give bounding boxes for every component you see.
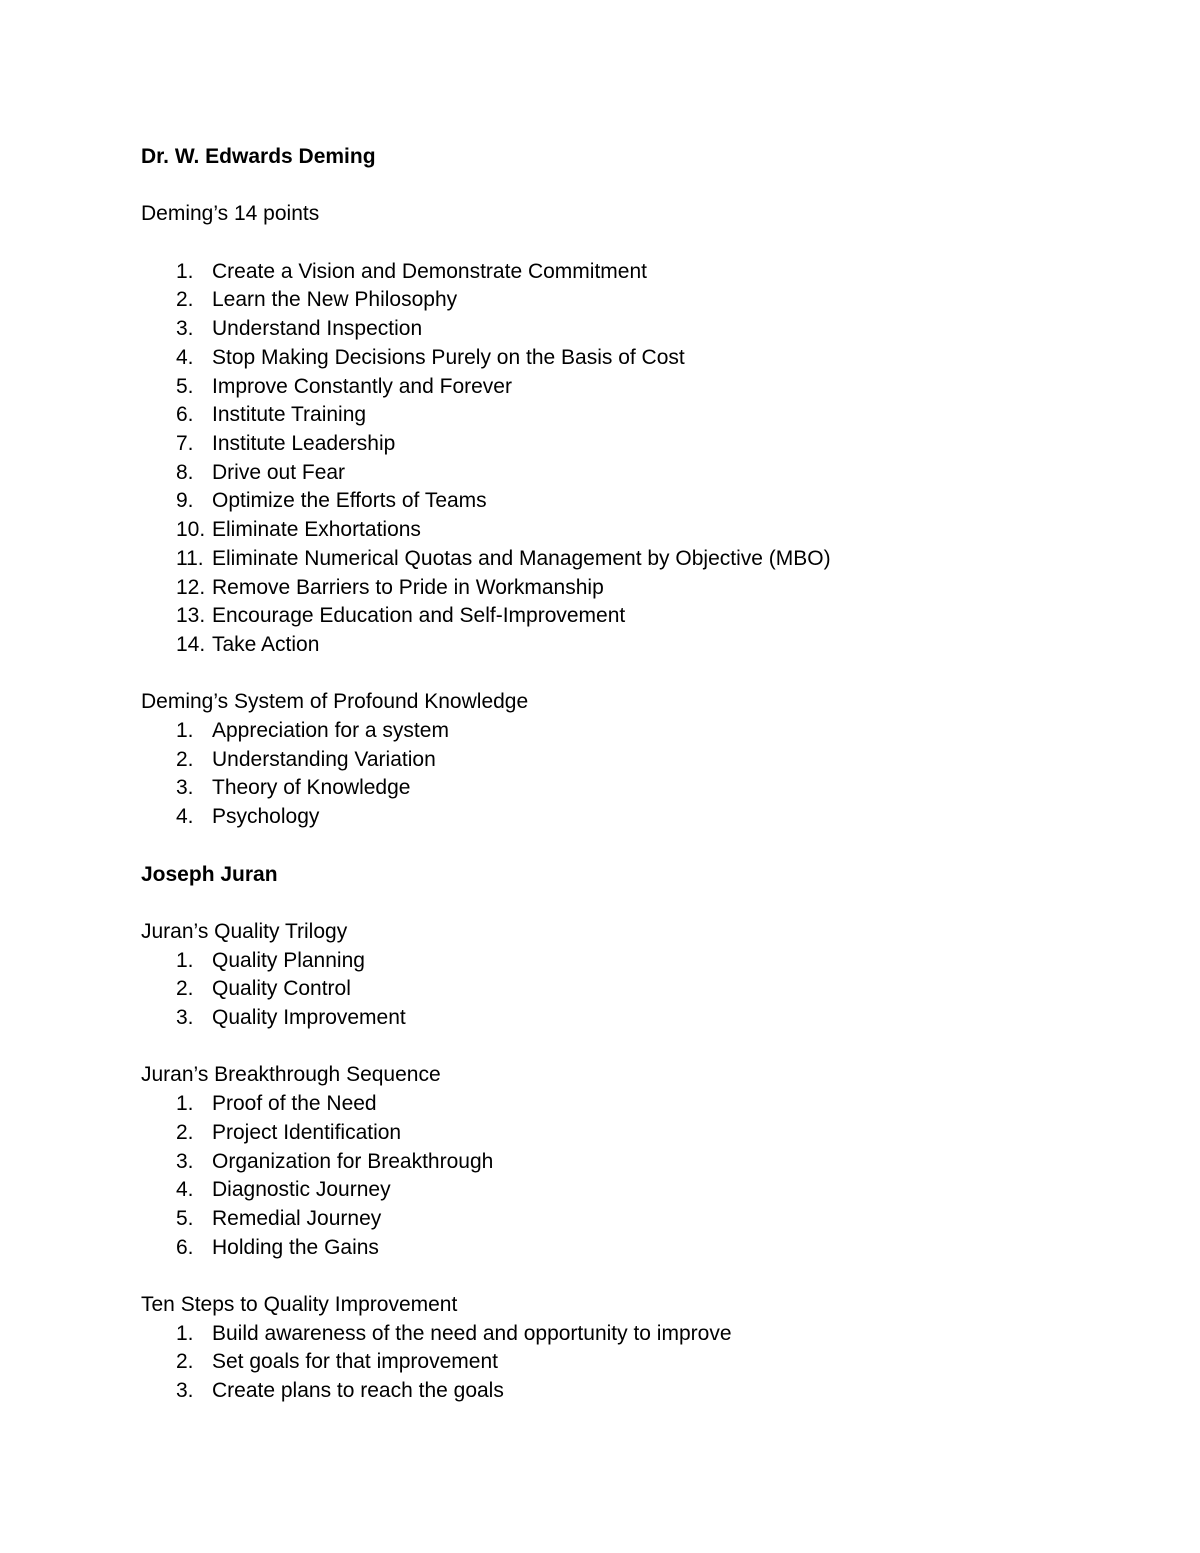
list-item-text: Create plans to reach the goals: [212, 1379, 504, 1403]
list-item: [141, 516, 1121, 545]
list-item-number: 6.: [176, 403, 194, 427]
list-item: [141, 286, 1121, 315]
list-item: [141, 1234, 1121, 1263]
list-item-text: Improve Constantly and Forever: [212, 374, 512, 398]
list-item-number: 1.: [176, 1321, 194, 1345]
spacer: [141, 832, 1121, 861]
list-item: [141, 258, 1121, 287]
list-item-text: Take Action: [212, 632, 320, 656]
list-item: [141, 774, 1121, 803]
ten-steps-list: [141, 1320, 1121, 1406]
list-item: [141, 1090, 1121, 1119]
list-item-number: 1.: [176, 948, 194, 972]
spacer: [141, 172, 1121, 201]
list-item-number: 2.: [176, 977, 194, 1001]
list-item-number: 5.: [176, 1206, 194, 1230]
document-page: [141, 143, 1121, 1406]
list-item: [141, 602, 1121, 631]
list-item: [141, 717, 1121, 746]
list-item: [141, 947, 1121, 976]
spacer: [141, 1033, 1121, 1062]
list-item-text: Stop Making Decisions Purely on the Basis of Cost: [212, 345, 685, 369]
list-item-text: Diagnostic Journey: [212, 1178, 391, 1202]
deming-spk-list: [141, 717, 1121, 832]
list-item: [141, 975, 1121, 1004]
list-item-text: Institute Training: [212, 403, 367, 427]
list-item-number: 2.: [176, 747, 194, 771]
list-item-text: Proof of the Need: [212, 1092, 377, 1116]
spacer: [141, 660, 1121, 689]
list-item-text: Understand Inspection: [212, 317, 423, 341]
list-item-text: Appreciation for a system: [212, 719, 449, 743]
list-item-number: 13.: [176, 604, 206, 628]
list-item-text: Remove Barriers to Pride in Workmanship: [212, 575, 604, 599]
list-item-number: 4.: [176, 805, 194, 829]
list-item-number: 3.: [176, 1006, 194, 1030]
list-item-number: 1.: [176, 719, 194, 743]
list-item-number: 6.: [176, 1235, 194, 1259]
list-item: [141, 803, 1121, 832]
list-item: [141, 631, 1121, 660]
list-item-text: Remedial Journey: [212, 1206, 382, 1230]
list-item-text: Optimize the Efforts of Teams: [212, 489, 487, 513]
list-item-text: Theory of Knowledge: [212, 776, 411, 800]
list-item: [141, 746, 1121, 775]
spacer: [141, 1262, 1121, 1291]
list-item-number: 4.: [176, 345, 194, 369]
list-item-number: 2.: [176, 1120, 194, 1144]
list-item-number: 11.: [176, 546, 204, 570]
list-item-number: 14.: [176, 632, 206, 656]
list-item-text: Create a Vision and Demonstrate Commitment: [212, 259, 647, 283]
list-item: [141, 1348, 1121, 1377]
list-item-text: Holding the Gains: [212, 1235, 379, 1259]
list-item-number: 3.: [176, 317, 194, 341]
list-item-text: Eliminate Exhortations: [212, 518, 421, 542]
juran-trilogy-title: Juran’s Quality Trilogy: [141, 919, 348, 943]
list-item-number: 9.: [176, 489, 194, 513]
list-item-text: Build awareness of the need and opportunity to improve: [212, 1321, 732, 1345]
deming-points-list: [141, 258, 1121, 660]
list-item: [141, 401, 1121, 430]
list-item-number: 10.: [176, 518, 206, 542]
spacer: [141, 889, 1121, 918]
deming-spk-title: Deming’s System of Profound Knowledge: [141, 690, 529, 714]
list-item-text: Organization for Breakthrough: [212, 1149, 494, 1173]
list-item-number: 1.: [176, 259, 194, 283]
list-item-text: Institute Leadership: [212, 432, 396, 455]
list-item-text: Learn the New Philosophy: [212, 288, 458, 312]
list-item-number: 3.: [176, 1379, 194, 1403]
list-item-number: 7.: [176, 432, 194, 455]
list-item: [141, 1004, 1121, 1033]
list-item: [141, 1377, 1121, 1406]
list-item-number: 2.: [176, 1350, 194, 1374]
list-item: [141, 487, 1121, 516]
list-item-text: Drive out Fear: [212, 460, 346, 484]
list-item: [141, 459, 1121, 488]
list-item-number: 5.: [176, 374, 194, 398]
list-item-number: 8.: [176, 460, 194, 484]
list-item-number: 1.: [176, 1092, 194, 1116]
deming-points-title: Deming’s 14 points: [141, 202, 320, 226]
ten-steps-title: Ten Steps to Quality Improvement: [141, 1293, 458, 1317]
list-item-text: Understanding Variation: [212, 747, 436, 771]
list-item-number: 4.: [176, 1178, 194, 1202]
juran-trilogy-list: [141, 947, 1121, 1033]
juran-heading: Joseph Juran: [141, 862, 278, 886]
list-item-text: Quality Planning: [212, 948, 365, 972]
list-item-number: 3.: [176, 1149, 194, 1173]
list-item: [141, 1148, 1121, 1177]
list-item-text: Quality Improvement: [212, 1006, 406, 1030]
list-item: [141, 315, 1121, 344]
list-item-number: 2.: [176, 288, 194, 312]
list-item-number: 3.: [176, 776, 194, 800]
list-item-text: Encourage Education and Self-Improvement: [212, 604, 626, 628]
juran-breakthrough-title: Juran’s Breakthrough Sequence: [141, 1063, 441, 1087]
list-item: [141, 430, 1121, 459]
juran-breakthrough-list: [141, 1090, 1121, 1262]
list-item-number: 12.: [176, 575, 206, 599]
spacer: [141, 229, 1121, 258]
list-item: [141, 1205, 1121, 1234]
list-item-text: Set goals for that improvement: [212, 1350, 498, 1374]
list-item: [141, 1176, 1121, 1205]
list-item: [141, 344, 1121, 373]
list-item-text: Eliminate Numerical Quotas and Management by Objective (MBO): [212, 546, 831, 570]
list-item-text: Quality Control: [212, 977, 351, 1001]
list-item: [141, 574, 1121, 603]
list-item: [141, 1320, 1121, 1349]
list-item-text: Project Identification: [212, 1120, 402, 1144]
list-item: [141, 545, 1121, 574]
list-item: [141, 373, 1121, 402]
deming-heading: Dr. W. Edwards Deming: [141, 145, 376, 168]
list-item: [141, 1119, 1121, 1148]
list-item-text: Psychology: [212, 805, 320, 829]
